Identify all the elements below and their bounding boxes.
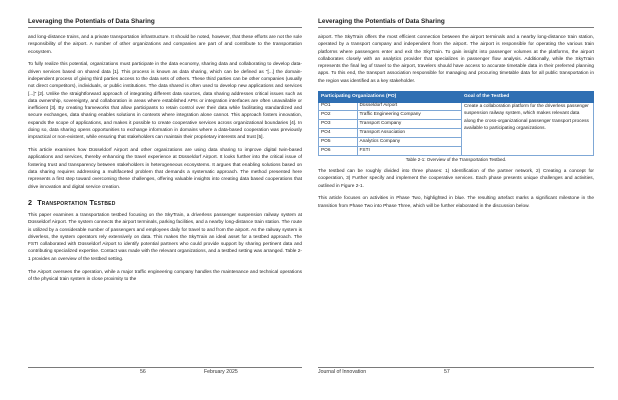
issue-date: February 2025 bbox=[204, 369, 238, 375]
section-title: Transportation Testbed bbox=[37, 197, 116, 207]
table-row bbox=[319, 102, 594, 111]
paragraph: This article examines how Düsseldorf Airport and other organizations are using data sharing to improve digital twin-based applications and services, thereby enhancing the travel experience at Düsseldorf Airport. It looks further into the critical issue of fostering trust and transparency between stakeholders in heterogeneous ecosystems. It argues that enabling solutions based on data sharing requires addressing a multifaceted problem that demands a systematic approach. The method presented here represents a first step toward overcoming these challenges, offering valuable insights into creating data based cooperations that drive innovation and digital service creation. bbox=[28, 148, 302, 190]
paragraph: airport. The SkyTrain offers the most efficient connection between the airport terminals and a nearby long-distance train station, operated by a transport company and independent from the airport. The airport is responsible for operating the various train platforms where passengers enter and exit the SkyTrain. To gain insight into passenger volumes at the platforms, the airport collaborates closely with an analytics provider that specializes in passenger flow analysis. Additionally, while the SkyTrain represents the final leg of travel to the airport, travelers should have access to accurate timetable data in their preferred planning apps. To this end, the transport association responsible for managing and procuring timetable data for all public transportation in the region was identified as a key stakeholder. bbox=[318, 35, 594, 84]
org-name: Düsseldorf Airport bbox=[357, 102, 462, 111]
org-name: Analytics Company bbox=[357, 138, 462, 147]
paragraph: and long-distance trains, and a private transportation infrastructure. It should be noted, however, that these efforts are not the sole responsibility of the airport. A number of other organizations and companies are part of and contribute to the transportation ecosystem. bbox=[28, 35, 302, 55]
table-header-organizations: Participating Organizations (PO) bbox=[319, 91, 462, 102]
running-head: Leveraging the Potentials of Data Sharing bbox=[318, 18, 445, 25]
table-caption: Table 2-1: Overview of the Transportation Testbed. bbox=[405, 156, 507, 162]
org-code: PO6 bbox=[319, 147, 358, 156]
org-code: PO5 bbox=[319, 138, 358, 147]
paragraph: This paper examines a transportation testbed focusing on the SkyTrain, a driverless passenger suspension railway system at Düsseldorf Airport. The system connects the airport terminals, parking facilities, and a nearby long-distance train station. The route is utilized by a considerable number of passengers and employees daily for travel to and from the airport. As the railway system is driverless, the system operators rely extensively on data. This makes the SkyTrain an ideal asset for a testbed approach. The FSTI collaborated with Düsseldorf Airport to identify potential partners who could provide support by sharing pertinent data and contributing specialized expertise. Contact was made with the relevant organizations, and a testbed setting was arranged. Table 2-1 provides an overview of the testbed setting. bbox=[28, 212, 302, 262]
org-code: PO4 bbox=[319, 129, 358, 138]
paragraph: The Airport oversees the operation, while a major traffic engineering company handles the maintenance and technical operations of the physical train system in close proximity to the bbox=[28, 269, 302, 282]
left-page bbox=[28, 0, 302, 400]
footer-rule bbox=[28, 367, 302, 368]
left-body bbox=[28, 34, 302, 289]
right-body bbox=[318, 34, 594, 215]
page-number: 57 bbox=[444, 369, 450, 375]
section-number: 2 bbox=[28, 197, 33, 207]
org-name: Traffic Engineering Company bbox=[357, 111, 462, 120]
org-name: Transport Company bbox=[357, 120, 462, 129]
org-code: PO2 bbox=[319, 111, 358, 120]
section-heading bbox=[28, 198, 302, 207]
running-head: Leveraging the Potentials of Data Sharing bbox=[28, 18, 155, 25]
testbed-goal: Create a collaboration platform for the driverless passenger suspension railway system, which makes relevant data along the cross-organizational passenger transport process available to participating organizations. bbox=[462, 102, 594, 155]
right-page bbox=[318, 0, 594, 400]
org-code: PO1 bbox=[319, 102, 358, 111]
journal-name: Journal of Innovation bbox=[318, 369, 367, 375]
paragraph: The testbed can be roughly divided into three phases: 1) Identification of the partner network, 2) Creating a concept for cooperation, 3) Further specify and implement the cooperative services. Each phase presents unique challenges and activities, outlined in Figure 2-1. bbox=[318, 168, 594, 189]
org-name: FSTI bbox=[357, 147, 462, 156]
footer-rule bbox=[318, 367, 594, 368]
paragraph: To fully realize this potential, organizations must participate in the data economy, sharing data and collaborating to develop data-driven services based on shared data [1]. This process is known as data sharing, which can be defined as "[...] the domain-independent process of giving third parties access to the data sets of others. These third parties can be other companies (usually not direct competitors), individuals, or public institutions. The data shared is often used to develop new applications and services [...]" [2]. Unlike the straightforward approach of integrating different data sources, data sharing addresses critical issues such as data ownership, sovereignty, and collaboration in areas where established APIs or integration interfaces are often unavailable or inefficient [3]. By creating frameworks that allow participants to retain control over their data while facilitating standardized and secure exchanges, data sharing enables solutions in contexts where integration alone cannot. This approach fosters innovation, expands the scope of applications, and makes it possible to create cooperative services across organizational boundaries [4]. In doing so, data sharing opens opportunities to exchange information in domains where a data-based cooperation was previously impractical or non-existent, while ensuring that stakeholders can maintain their proprietary interests and trust [5]. bbox=[28, 62, 302, 141]
org-code: PO3 bbox=[319, 120, 358, 129]
header-rule bbox=[28, 27, 302, 28]
header-rule bbox=[318, 27, 594, 28]
page-number: 56 bbox=[140, 369, 146, 375]
table-header-goal: Goal of the Testbed bbox=[462, 91, 594, 102]
testbed-table bbox=[318, 91, 594, 156]
org-name: Transport Association bbox=[357, 129, 462, 138]
paragraph: This article focuses on activities in Phase Two, highlighted in blue. The resulting artefact marks a significant milestone in the transition from Phase Two into Phase Three, which will be further elaborated in the discussion below. bbox=[318, 196, 594, 209]
